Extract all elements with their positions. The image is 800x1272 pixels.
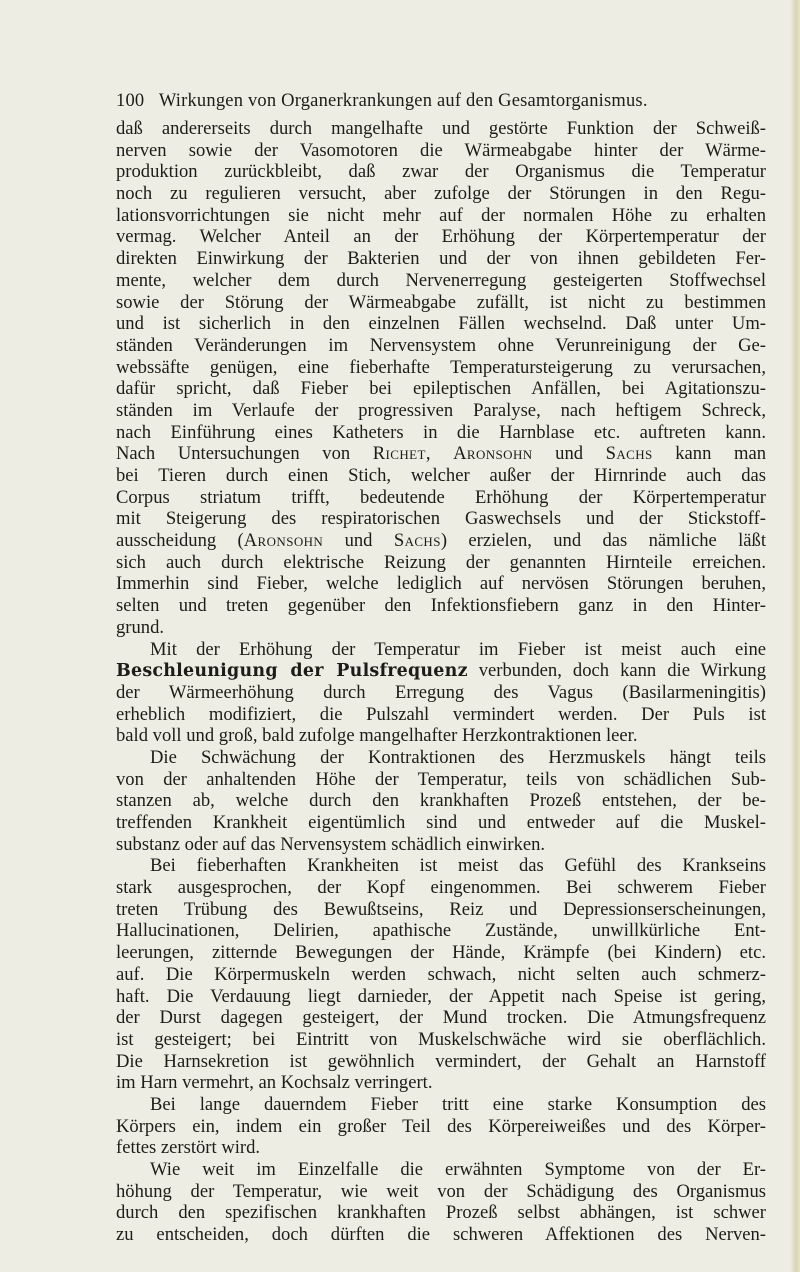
text-line — [116, 465, 766, 487]
author-name: Richet — [372, 443, 426, 465]
text-run: treten Trübung des Bewußtseins, Reiz und Depressionserscheinungen, — [116, 898, 766, 920]
text-line — [116, 747, 766, 769]
text-line — [116, 964, 766, 986]
text-line — [116, 1072, 766, 1094]
text-line — [116, 1159, 766, 1181]
author-name: Sachs — [393, 530, 441, 552]
text-run: ständen Veränderungen im Nervensystem ohne Verunreinigung der Ge- — [116, 334, 766, 356]
text-line — [116, 704, 766, 726]
text-line — [116, 1224, 766, 1246]
text-run: sowie der Störung der Wärmeabgabe zufällt, ist nicht zu bestimmen — [116, 291, 766, 313]
text-run: dafür spricht, daß Fieber bei epileptischen Anfällen, bei Agitationszu- — [116, 378, 766, 400]
text-run: Die Schwächung der Kontraktionen des Herzmuskels hängt teils — [150, 746, 766, 768]
text-line — [116, 552, 766, 574]
text-run: Corpus striatum trifft, bedeutende Erhöhung der Körpertemperatur — [116, 486, 766, 508]
text-line — [116, 270, 766, 292]
text-line — [116, 855, 766, 877]
text-line — [116, 313, 766, 335]
text-line — [116, 1137, 766, 1159]
text-run: noch zu regulieren versucht, aber zufolge der Störungen in den Regu- — [116, 183, 766, 205]
page-edge — [790, 0, 800, 1272]
text-run: produktion zurückbleibt, daß zwar der Organismus die Temperatur — [116, 161, 766, 183]
text-run: durch den spezifischen krankhaften Prozeß selbst abhängen, ist schwer — [116, 1202, 766, 1224]
text-run: ist gesteigert; bei Eintritt von Muskelschwäche wird sie oberflächlich. — [116, 1028, 766, 1050]
text-line — [116, 920, 766, 942]
author-name: Aronsohn — [453, 443, 533, 465]
text-line — [116, 1051, 766, 1073]
text-line — [116, 834, 766, 856]
text-run: verbunden, doch kann die Wirkung — [467, 660, 767, 682]
text-run: Bei fieberhaften Krankheiten ist meist das Gefühl des Krankseins — [150, 855, 766, 877]
text-run: Körpers ein, indem ein großer Teil des Körpereiweißes und des Körper- — [116, 1115, 766, 1137]
text-run: höhung der Temperatur, wie weit von der Schädigung des Organismus — [116, 1180, 766, 1202]
text-run: zu entscheiden, doch dürften die schweren Affektionen des Nerven- — [116, 1224, 766, 1246]
text-line — [116, 986, 766, 1008]
text-run: bald voll und groß, bald zufolge mangelhafter Herzkontraktionen leer. — [116, 725, 638, 747]
text-line — [116, 1029, 766, 1051]
text-run: Mit der Erhöhung der Temperatur im Fieber ist meist auch eine — [150, 638, 766, 660]
running-header — [116, 91, 712, 112]
text-run: selten und treten gegenüber den Infektionsfiebern ganz in den Hinter- — [116, 595, 766, 617]
text-line — [116, 1007, 766, 1029]
text-line — [116, 725, 766, 747]
text-run: treffenden Krankheit eigentümlich sind und entweder auf die Muskel- — [116, 812, 766, 833]
text-line — [116, 769, 766, 791]
text-run: sich auch durch elektrische Reizung der genannten Hirnteile erreichen. — [116, 551, 766, 573]
text-run: stanzen ab, welche durch den krankhaften Prozeß entstehen, der be- — [116, 790, 766, 812]
text-line — [116, 183, 766, 205]
text-line — [116, 942, 766, 964]
text-line — [116, 161, 766, 183]
page-number: 100 — [116, 91, 145, 111]
text-line — [116, 1181, 766, 1203]
text-line — [116, 292, 766, 314]
text-run: im Harn vermehrt, an Kochsalz verringert. — [116, 1072, 433, 1094]
text-run: und — [323, 530, 394, 552]
text-run: auf. Die Körpermuskeln werden schwach, nicht selten auch schmerz- — [116, 963, 766, 985]
text-line — [116, 205, 766, 227]
author-name: Sachs — [605, 443, 653, 465]
text-run: Wie weit im Einzelfalle die erwähnten Symptome von der Er- — [150, 1159, 766, 1180]
text-line — [116, 877, 766, 899]
text-run: kann man — [652, 443, 767, 465]
text-run: erheblich modifiziert, die Pulszahl vermindert werden. Der Puls ist — [116, 703, 766, 725]
running-title: Wirkungen von Organerkrankungen auf den Gesamtorganismus. — [158, 91, 648, 111]
text-line — [116, 248, 766, 270]
text-run: lationsvorrichtungen sie nicht mehr auf der normalen Höhe zu erhalten — [116, 204, 766, 226]
text-line — [116, 530, 766, 552]
text-line — [116, 617, 766, 639]
text-line — [116, 595, 766, 617]
text-run: mit Steigerung des respiratorischen Gaswechsels und der Stickstoff- — [116, 508, 766, 530]
text-run: von der anhaltenden Höhe der Temperatur, teils von schädlichen Sub- — [116, 768, 766, 790]
text-run: ständen im Verlaufe der progressiven Paralyse, nach heftigem Schreck, — [116, 399, 766, 421]
text-run: der Wärmeerhöhung durch Erregung des Vagus (Basilarmeningitis) — [116, 681, 766, 703]
text-run: der Durst dagegen gesteigert, der Mund trocken. Die Atmungsfrequenz — [116, 1007, 766, 1029]
text-run: Immerhin sind Fieber, welche lediglich auf nervösen Störungen beruhen, — [116, 573, 766, 595]
text-run: nerven sowie der Vasomotoren die Wärmeabgabe hinter der Wärme- — [116, 139, 766, 161]
text-run: Die Harnsekretion ist gewöhnlich vermindert, der Gehalt an Harnstoff — [116, 1050, 766, 1072]
text-run: vermag. Welcher Anteil an der Erhöhung der Körpertemperatur der — [116, 226, 766, 248]
text-line — [116, 357, 766, 379]
text-line — [116, 899, 766, 921]
text-run: direkten Einwirkung der Bakterien und der von ihnen gebildeten Fer- — [116, 248, 766, 270]
text-run: leerungen, zitternde Bewegungen der Hände, Krämpfe (bei Kindern) etc. — [116, 942, 766, 964]
text-run: und — [532, 443, 606, 465]
text-line — [116, 812, 766, 834]
text-line — [116, 1094, 766, 1116]
text-line — [116, 1202, 766, 1224]
text-line — [116, 660, 766, 682]
text-line — [116, 508, 766, 530]
text-run: und ist sicherlich in den einzelnen Fällen wechselnd. Daß unter Um- — [116, 313, 766, 335]
text-line — [116, 335, 766, 357]
text-run: daß andererseits durch mangelhafte und gestörte Funktion der Schweiß- — [116, 118, 766, 139]
text-line — [116, 443, 766, 465]
text-run: stark ausgesprochen, der Kopf eingenommen. Bei schwerem Fieber — [116, 877, 766, 899]
text-line — [116, 226, 766, 248]
body-text — [116, 118, 766, 1246]
text-run: fettes zerstört wird. — [116, 1137, 261, 1159]
text-run: bei Tieren durch einen Stich, welcher außer der Hirnrinde auch das — [116, 465, 766, 486]
bold-term: Beschleunigung der Pulsfrequenz — [116, 661, 468, 682]
text-line — [116, 487, 766, 509]
text-line — [116, 639, 766, 661]
text-run: grund. — [116, 616, 165, 638]
text-line — [116, 1116, 766, 1138]
text-line — [116, 378, 766, 400]
text-line — [116, 790, 766, 812]
text-run: mente, welcher dem durch Nervenerregung gesteigerten Stoffwechsel — [116, 269, 766, 291]
author-name: Aronsohn — [243, 530, 324, 552]
text-run: ) erzielen, und das nämliche läßt — [440, 530, 767, 552]
text-line — [116, 140, 766, 162]
text-run: , — [425, 443, 454, 465]
text-run: ausscheidung ( — [116, 530, 244, 552]
text-run: Nach Untersuchungen von — [116, 443, 373, 465]
text-run: webssäfte genügen, eine fieberhafte Temperatursteigerung zu verursachen, — [116, 356, 766, 378]
text-line — [116, 573, 766, 595]
text-run: haft. Die Verdauung liegt darnieder, der Appetit nach Speise ist gering, — [116, 985, 766, 1007]
text-line — [116, 682, 766, 704]
text-run: nach Einführung eines Katheters in die Harnblase etc. auftreten kann. — [116, 421, 766, 443]
text-run: Bei lange dauerndem Fieber tritt eine starke Konsumption des — [150, 1093, 766, 1115]
text-line — [116, 422, 766, 444]
text-line — [116, 118, 766, 140]
text-run: substanz oder auf das Nervensystem schädlich einwirken. — [116, 833, 546, 855]
text-line — [116, 400, 766, 422]
text-run: Hallucinationen, Delirien, apathische Zustände, unwillkürliche Ent- — [116, 920, 766, 942]
